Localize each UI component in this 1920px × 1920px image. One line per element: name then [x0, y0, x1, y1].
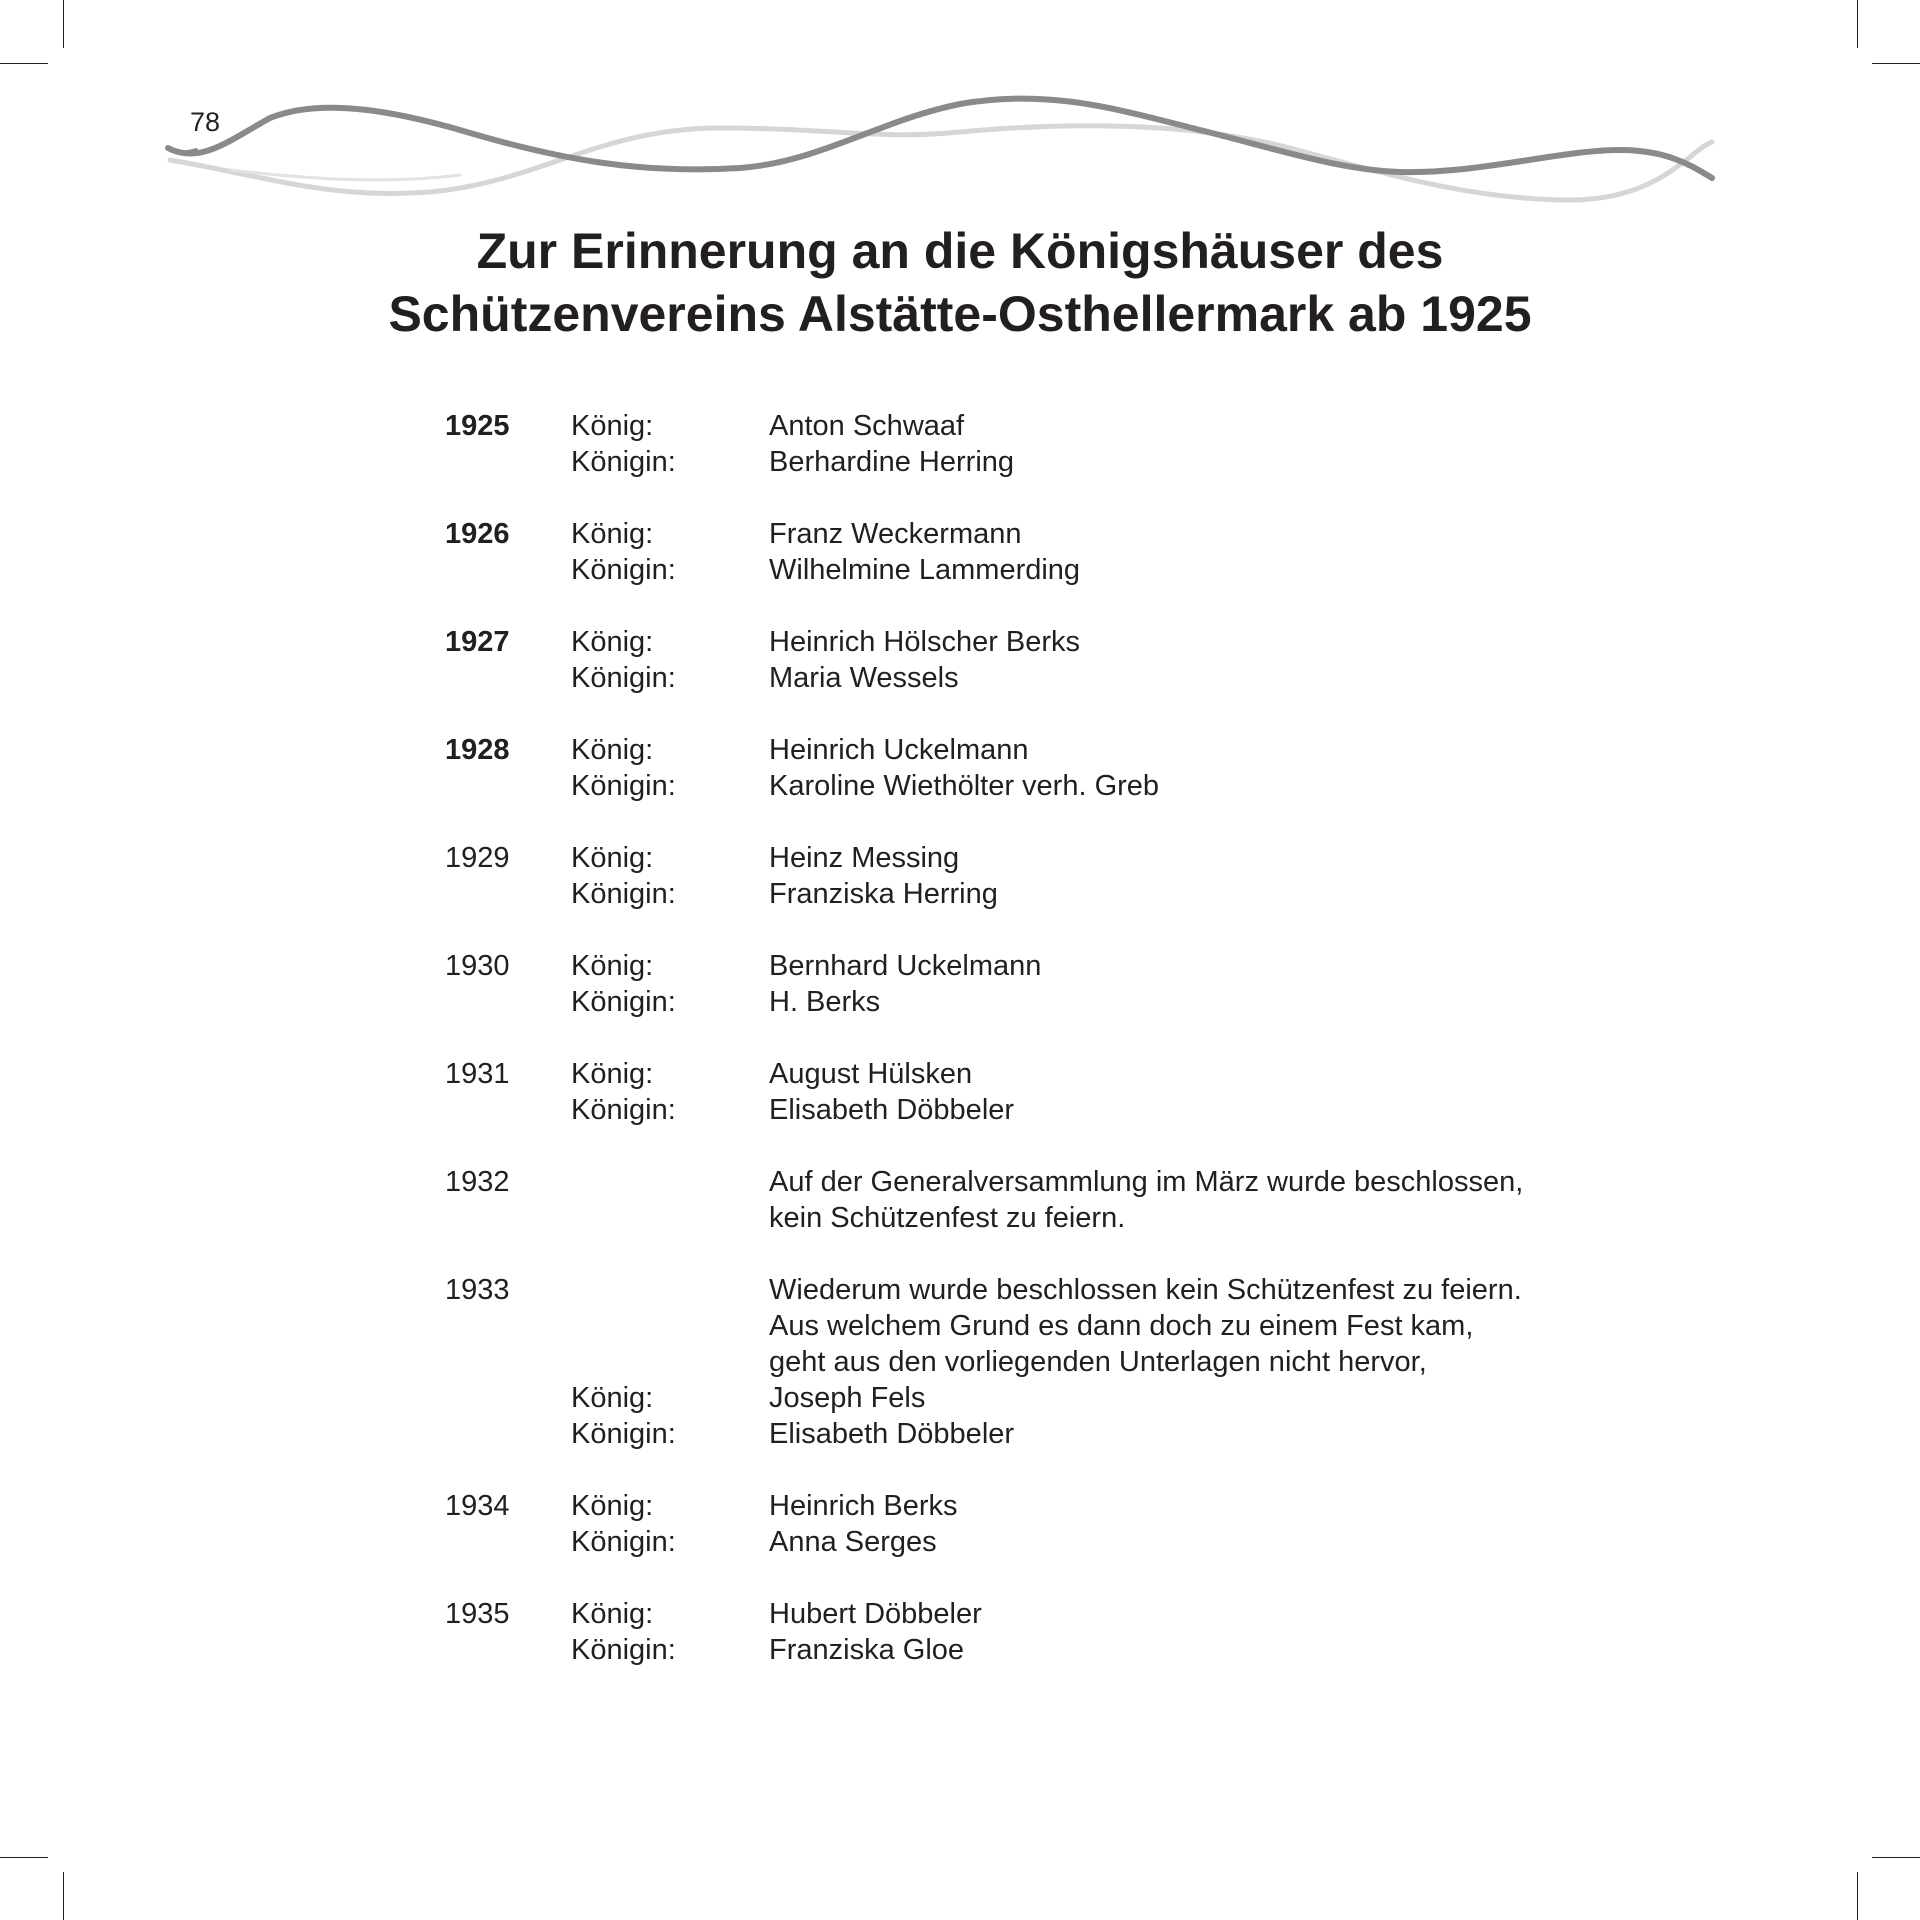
entry-row	[445, 876, 1595, 912]
entry-name-text: Elisabeth Döbbeler	[769, 1418, 1015, 1450]
entry-role-label: Königin:	[571, 554, 676, 586]
year-entry	[445, 1596, 1595, 1668]
entry-role-label: Königin:	[571, 446, 676, 478]
year-entry	[445, 624, 1595, 696]
entry-role-label	[571, 1164, 769, 1200]
entry-row	[445, 624, 1595, 660]
entry-role-label: Königin:	[571, 662, 676, 694]
entry-name-text: Franziska Herring	[769, 878, 998, 910]
page-number: 78	[190, 107, 221, 137]
entry-role-label: König:	[571, 1058, 654, 1090]
crop-mark-bottom-left-vertical	[63, 1872, 64, 1920]
entry-role-label	[571, 1344, 769, 1380]
year-entry	[445, 1272, 1595, 1452]
entry-role-label: König:	[571, 1382, 654, 1414]
entry-row	[445, 840, 1595, 876]
entry-row	[445, 1272, 1595, 1308]
entry-name-text: Anna Serges	[769, 1526, 937, 1558]
entry-name-text: Karoline Wiethölter verh. Greb	[769, 770, 1160, 802]
entry-name-text: Wiederum wurde beschlossen kein Schützenfest zu feiern.	[769, 1274, 1522, 1306]
entry-role-label: König:	[571, 842, 654, 874]
entry-row	[445, 552, 1595, 588]
entry-name-text: Elisabeth Döbbeler	[769, 1094, 1015, 1126]
entry-name-text: August Hülsken	[769, 1058, 973, 1090]
entry-name-text: Franz Weckermann	[769, 518, 1022, 550]
entry-role-label: Königin:	[571, 1634, 676, 1666]
entry-role-label: König:	[571, 734, 654, 766]
entry-row	[445, 1596, 1595, 1632]
entry-role-label	[571, 1200, 769, 1236]
entry-year	[445, 1524, 571, 1560]
entry-year	[445, 768, 571, 804]
entry-name-text: Berhardine Herring	[769, 446, 1015, 478]
entry-role-label: Königin:	[571, 878, 676, 910]
entry-year	[445, 552, 571, 588]
entry-row	[445, 1164, 1595, 1200]
entry-year	[445, 1416, 571, 1452]
entry-name-text: kein Schützenfest zu feiern.	[769, 1202, 1126, 1234]
year-entry	[445, 516, 1595, 588]
entry-row	[445, 516, 1595, 552]
entry-year: 1925	[445, 410, 510, 442]
entry-name-text: Hubert Döbbeler	[769, 1598, 982, 1630]
header-wave-decoration	[0, 0, 1920, 230]
entry-role-label: Königin:	[571, 770, 676, 802]
entry-row	[445, 1380, 1595, 1416]
entry-year: 1927	[445, 626, 510, 658]
crop-mark-bottom-right-horizontal	[1872, 1857, 1920, 1858]
entry-role-label	[571, 1272, 769, 1308]
entry-row	[445, 984, 1595, 1020]
entry-year: 1926	[445, 518, 510, 550]
entry-year	[445, 1344, 571, 1380]
entry-role-label: König:	[571, 626, 654, 658]
entry-row	[445, 660, 1595, 696]
entry-row	[445, 1488, 1595, 1524]
entry-row	[445, 408, 1595, 444]
entry-name-text: Joseph Fels	[769, 1382, 926, 1414]
entry-role-label: Königin:	[571, 986, 676, 1018]
entry-name-text: Anton Schwaaf	[769, 410, 965, 442]
crop-mark-bottom-left-horizontal	[0, 1857, 48, 1858]
entry-name-text: Aus welchem Grund es dann doch zu einem Fest kam,	[769, 1310, 1474, 1342]
entry-year	[445, 1632, 571, 1668]
entry-name-text: Heinrich Berks	[769, 1490, 958, 1522]
entry-role-label: König:	[571, 1598, 654, 1630]
wave-dark-line	[168, 98, 1712, 178]
crop-mark-bottom-right-vertical	[1857, 1872, 1858, 1920]
year-entry	[445, 1056, 1595, 1128]
entry-year	[445, 1092, 571, 1128]
entry-role-label: König:	[571, 518, 654, 550]
entry-year: 1932	[445, 1166, 510, 1198]
entry-name-text: Heinrich Hölscher Berks	[769, 626, 1081, 658]
entry-role-label: König:	[571, 950, 654, 982]
entry-name-text: geht aus den vorliegenden Unterlagen nicht hervor,	[769, 1346, 1427, 1378]
entry-row	[445, 1200, 1595, 1236]
entry-name-text: Heinrich Uckelmann	[769, 734, 1029, 766]
entry-name-text: Wilhelmine Lammerding	[769, 554, 1081, 586]
entry-year: 1929	[445, 842, 510, 874]
entry-year	[445, 1308, 571, 1344]
entry-row	[445, 768, 1595, 804]
year-entry	[445, 1488, 1595, 1560]
entry-year: 1935	[445, 1598, 510, 1630]
entry-name-text: Franziska Gloe	[769, 1634, 965, 1666]
entry-row	[445, 948, 1595, 984]
entry-role-label: König:	[571, 410, 654, 442]
entry-row	[445, 1344, 1595, 1380]
entry-row	[445, 1092, 1595, 1128]
royal-houses-list	[445, 408, 1595, 1704]
wave-light-line	[170, 126, 1712, 200]
entry-name-text: Maria Wessels	[769, 662, 959, 694]
entry-year	[445, 984, 571, 1020]
entry-name-text: Heinz Messing	[769, 842, 960, 874]
entry-name-text: Bernhard Uckelmann	[769, 950, 1042, 982]
year-entry	[445, 840, 1595, 912]
entry-row	[445, 1524, 1595, 1560]
entry-year: 1934	[445, 1490, 510, 1522]
entry-year: 1931	[445, 1058, 510, 1090]
page-title-line-1: Zur Erinnerung an die Königshäuser des	[476, 223, 1444, 279]
entry-role-label: Königin:	[571, 1526, 676, 1558]
entry-role-label: Königin:	[571, 1418, 676, 1450]
entry-year	[445, 444, 571, 480]
entry-row	[445, 1416, 1595, 1452]
entry-role-label: König:	[571, 1490, 654, 1522]
entry-role-label: Königin:	[571, 1094, 676, 1126]
entry-row	[445, 732, 1595, 768]
entry-role-label	[571, 1308, 769, 1344]
page-title-line-2: Schützenvereins Alstätte-Osthellermark ab 1925	[388, 286, 1532, 342]
entry-row	[445, 1056, 1595, 1092]
entry-year	[445, 660, 571, 696]
page-title	[0, 220, 1920, 346]
entry-year	[445, 1380, 571, 1416]
entry-row	[445, 1632, 1595, 1668]
entry-year	[445, 876, 571, 912]
entry-name-text: H. Berks	[769, 986, 881, 1018]
entry-year: 1928	[445, 734, 510, 766]
entry-year: 1930	[445, 950, 510, 982]
entry-row	[445, 444, 1595, 480]
year-entry	[445, 948, 1595, 1020]
entry-year: 1933	[445, 1274, 510, 1306]
entry-row	[445, 1308, 1595, 1344]
year-entry	[445, 408, 1595, 480]
entry-year	[445, 1200, 571, 1236]
year-entry	[445, 1164, 1595, 1236]
year-entry	[445, 732, 1595, 804]
entry-name-text: Auf der Generalversammlung im März wurde beschlossen,	[769, 1166, 1524, 1198]
